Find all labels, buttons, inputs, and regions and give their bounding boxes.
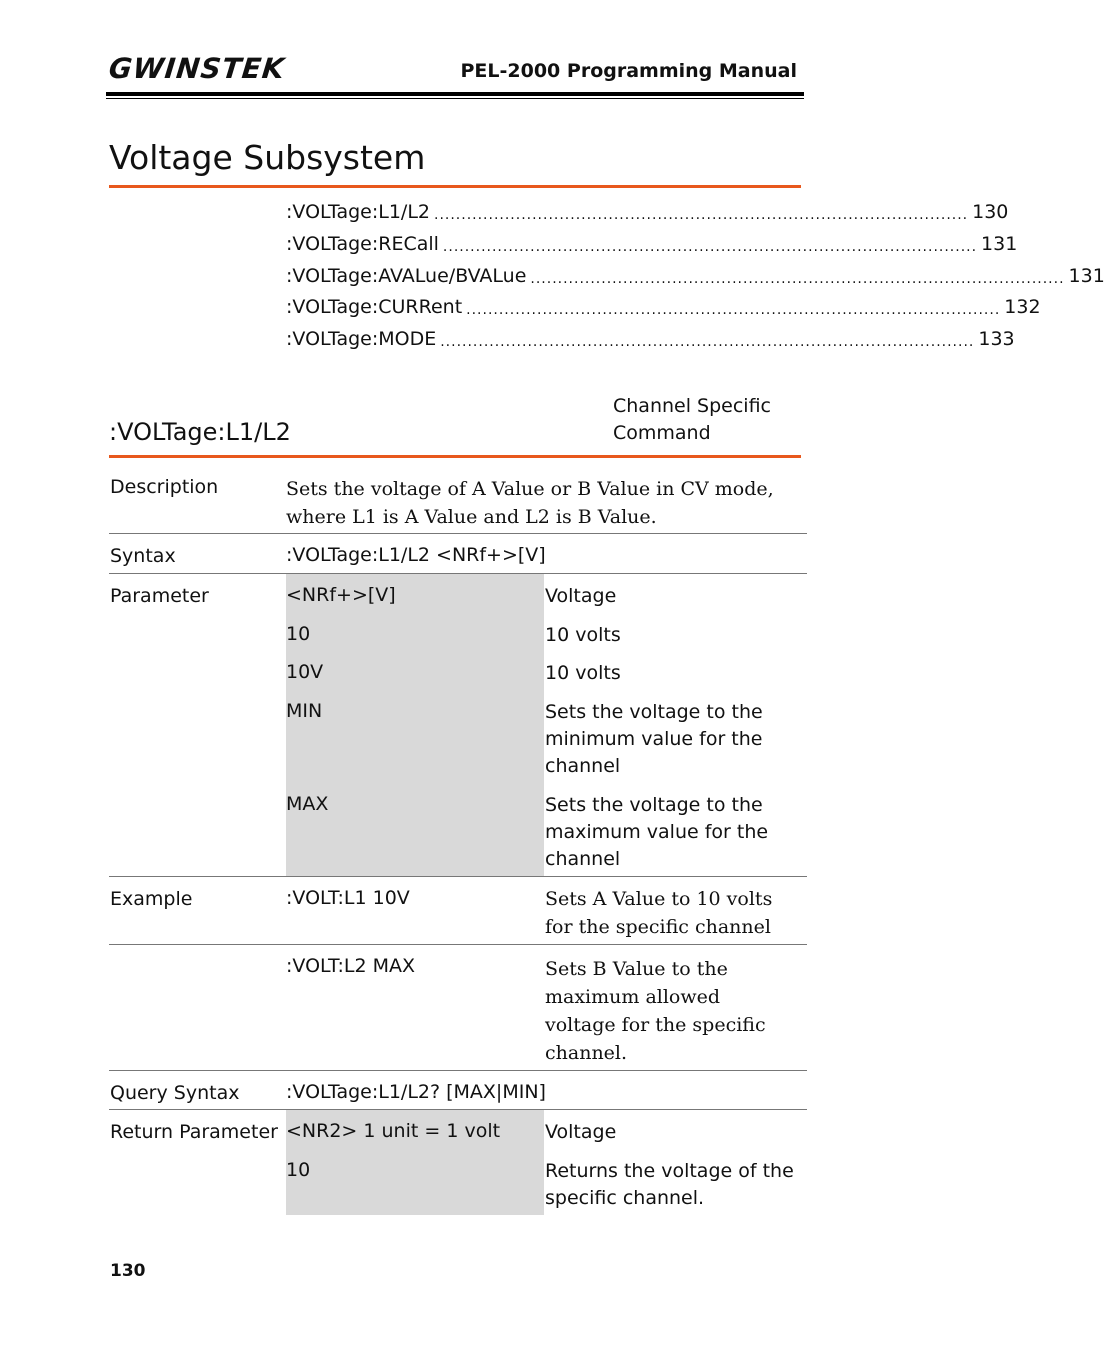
toc-entry-page: 131	[981, 233, 1018, 255]
parameter-desc-line: channel	[545, 755, 621, 777]
toc-entry[interactable]	[286, 233, 1018, 255]
page-number: 130	[110, 1261, 146, 1281]
toc-entry-title: :VOLTage:MODE	[286, 328, 437, 350]
manual-title: PEL-2000 Programming Manual	[460, 60, 797, 82]
parameter-value: <NRf+>[V]	[286, 584, 396, 606]
example-desc-line: Sets B Value to the	[545, 958, 728, 980]
row-divider	[109, 1070, 807, 1071]
example-desc	[545, 885, 772, 941]
gwinstek-logo: GWINSTEK	[107, 52, 287, 85]
toc-leader: ..................................................................................................	[466, 302, 1001, 318]
parameter-desc	[545, 792, 768, 873]
example-label: Example	[110, 888, 193, 910]
parameter-shade	[286, 574, 544, 876]
toc-leader: ..................................................................................................	[434, 207, 969, 223]
command-scope	[613, 393, 771, 447]
return-desc-line: Returns the voltage of the	[545, 1160, 794, 1182]
example-desc	[545, 955, 766, 1067]
toc-entry[interactable]	[286, 328, 1015, 350]
toc-leader: ..................................................................................................	[530, 271, 1065, 287]
parameter-desc-line: Sets the voltage to the	[545, 794, 763, 816]
parameter-desc: 10 volts	[545, 662, 621, 684]
parameter-desc	[545, 699, 763, 780]
parameter-value: 10	[286, 623, 311, 645]
parameter-value: MIN	[286, 700, 323, 722]
description-line: where L1 is A Value and L2 is B Value.	[286, 506, 657, 528]
description-label: Description	[110, 476, 219, 498]
return-value: 10	[286, 1159, 311, 1181]
example-desc-line: voltage for the specific	[545, 1014, 766, 1036]
return-desc-line: specific channel.	[545, 1187, 705, 1209]
toc-entry[interactable]	[286, 265, 1105, 287]
example-command: :VOLT:L2 MAX	[286, 955, 416, 977]
command-scope-line: Channel Specific	[613, 395, 771, 417]
example-desc-line: channel.	[545, 1042, 628, 1064]
toc-entry-page: 130	[972, 201, 1009, 223]
example-desc-line: Sets A Value to 10 volts	[545, 888, 773, 910]
parameter-desc: Voltage	[545, 585, 617, 607]
toc-entry-title: :VOLTage:CURRent	[286, 296, 463, 318]
row-divider	[109, 876, 807, 877]
description-line: Sets the voltage of A Value or B Value in CV mode,	[286, 478, 774, 500]
return-value: <NR2> 1 unit = 1 volt	[286, 1120, 501, 1142]
parameter-value: MAX	[286, 793, 329, 815]
parameter-desc-line: channel	[545, 848, 621, 870]
parameter-desc-line: maximum value for the	[545, 821, 769, 843]
query-syntax-text: :VOLTage:L1/L2? [MAX|MIN]	[286, 1081, 546, 1103]
command-heading: :VOLTage:L1/L2	[109, 418, 291, 446]
toc-entry-title: :VOLTage:RECall	[286, 233, 439, 255]
row-divider	[109, 533, 807, 534]
parameter-label: Parameter	[110, 585, 209, 607]
command-heading-underline	[109, 455, 801, 458]
example-desc-line: for the specific channel	[545, 916, 771, 938]
query-syntax-label: Query Syntax	[110, 1082, 240, 1104]
toc-entry-title: :VOLTage:L1/L2	[286, 201, 430, 223]
description-text	[286, 475, 806, 531]
toc-entry-page: 133	[978, 328, 1015, 350]
return-parameter-label: Return Parameter	[110, 1121, 278, 1143]
toc-entry-page: 132	[1004, 296, 1041, 318]
toc-entry[interactable]	[286, 201, 1009, 223]
parameter-value: 10V	[286, 661, 324, 683]
toc-entry[interactable]	[286, 296, 1041, 318]
command-scope-line: Command	[613, 422, 711, 444]
header-rule	[106, 92, 804, 96]
parameter-desc-line: Sets the voltage to the	[545, 701, 763, 723]
example-command: :VOLT:L1 10V	[286, 887, 410, 909]
row-divider	[109, 944, 807, 945]
parameter-desc-line: minimum value for the	[545, 728, 763, 750]
toc-entry-page: 131	[1068, 265, 1105, 287]
toc-leader: ..................................................................................................	[442, 239, 978, 255]
header-rule-thin	[106, 98, 804, 99]
example-desc-line: maximum allowed	[545, 986, 721, 1008]
section-title-underline	[109, 185, 801, 188]
return-desc	[545, 1158, 794, 1212]
toc-entry-title: :VOLTage:AVALue/BVALue	[286, 265, 527, 287]
section-title: Voltage Subsystem	[109, 138, 426, 177]
return-desc: Voltage	[545, 1121, 617, 1143]
syntax-text: :VOLTage:L1/L2 <NRf+>[V]	[286, 544, 546, 566]
toc-leader: ..................................................................................................	[440, 334, 975, 350]
parameter-desc: 10 volts	[545, 624, 621, 646]
syntax-label: Syntax	[110, 545, 176, 567]
